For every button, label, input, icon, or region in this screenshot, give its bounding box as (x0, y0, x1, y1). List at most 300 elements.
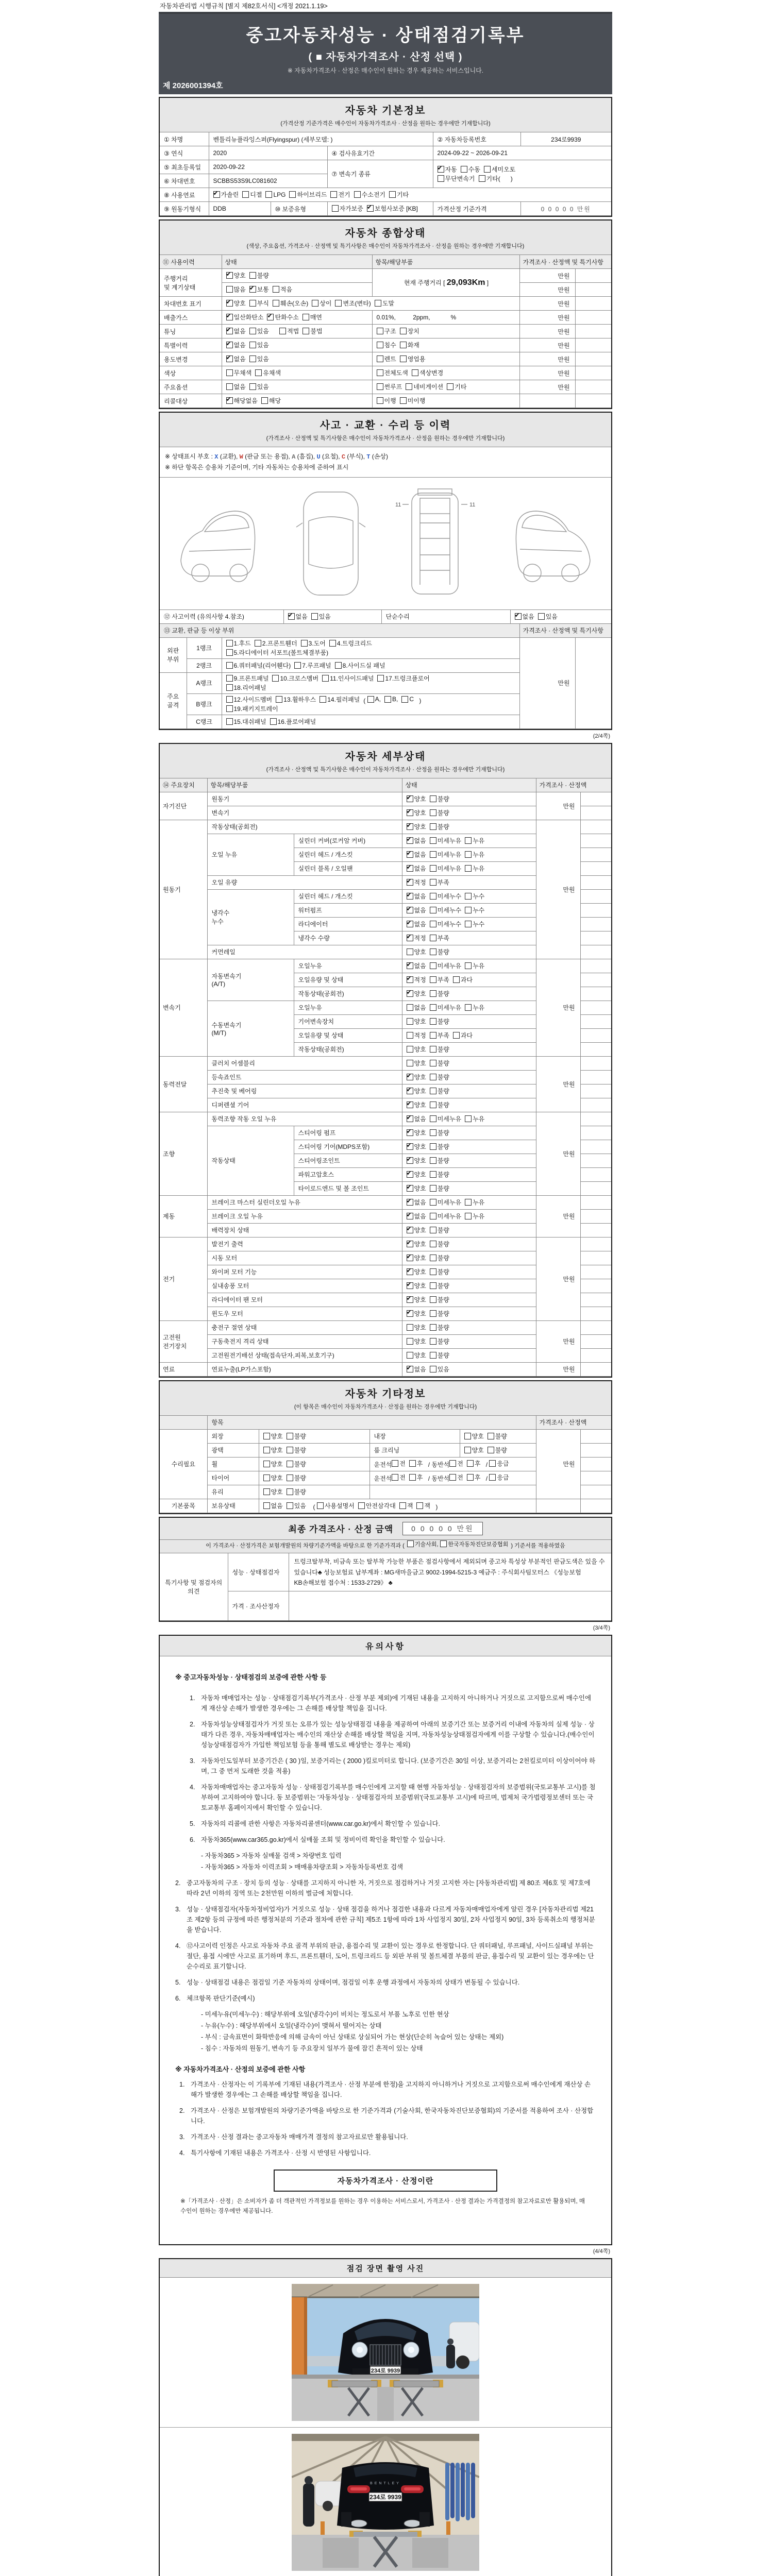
checkbox-checked-icon[interactable] (226, 342, 233, 348)
checkbox-unchecked-icon[interactable] (249, 342, 256, 348)
checkbox-option[interactable] (407, 1267, 426, 1276)
checkbox-option[interactable] (430, 1337, 449, 1346)
checkbox-option[interactable] (407, 822, 426, 831)
checkbox-option[interactable] (263, 1460, 283, 1468)
checkbox-option[interactable] (263, 1473, 283, 1482)
checkbox-unchecked-icon[interactable] (407, 1060, 413, 1066)
checkbox-option[interactable] (377, 354, 396, 363)
checkbox-option[interactable] (465, 1212, 484, 1221)
checkbox-option[interactable] (465, 864, 484, 873)
checkbox-option[interactable] (276, 695, 316, 704)
checkbox-unchecked-icon[interactable] (430, 1185, 436, 1192)
checkbox-option[interactable] (407, 1212, 426, 1221)
checkbox-unchecked-icon[interactable] (358, 1502, 365, 1509)
checkbox-option[interactable] (303, 313, 322, 321)
checkbox-unchecked-icon[interactable] (226, 649, 233, 656)
checkbox-option[interactable] (430, 1045, 449, 1054)
checkbox-unchecked-icon[interactable] (226, 675, 233, 682)
checkbox-option[interactable] (249, 354, 269, 363)
checkbox-option[interactable] (400, 354, 426, 363)
checkbox-unchecked-icon[interactable] (249, 300, 256, 307)
checkbox-option[interactable] (407, 1198, 426, 1207)
checkbox-option[interactable] (249, 341, 269, 349)
checkbox-option[interactable] (430, 975, 449, 984)
checkbox-option[interactable] (226, 661, 291, 670)
checkbox-checked-icon[interactable] (407, 935, 413, 941)
checkbox-unchecked-icon[interactable] (430, 1157, 436, 1164)
checkbox-unchecked-icon[interactable] (377, 355, 383, 362)
checkbox-unchecked-icon[interactable] (467, 1474, 474, 1481)
checkbox-option[interactable] (407, 1142, 426, 1151)
checkbox-checked-icon[interactable] (407, 921, 413, 927)
checkbox-unchecked-icon[interactable] (461, 166, 467, 173)
checkbox-unchecked-icon[interactable] (407, 1540, 414, 1547)
checkbox-option[interactable] (226, 674, 269, 683)
checkbox-option[interactable] (412, 368, 443, 377)
checkbox-option[interactable] (430, 794, 449, 803)
checkbox-checked-icon[interactable] (407, 1366, 413, 1372)
checkbox-unchecked-icon[interactable] (226, 705, 233, 712)
checkbox-unchecked-icon[interactable] (416, 1502, 423, 1509)
checkbox-option[interactable] (465, 961, 484, 970)
checkbox-unchecked-icon[interactable] (430, 1046, 436, 1053)
checkbox-option[interactable] (226, 683, 266, 692)
checkbox-unchecked-icon[interactable] (400, 342, 407, 348)
checkbox-option[interactable] (407, 1045, 426, 1054)
checkbox-option[interactable] (289, 190, 327, 199)
checkbox-option[interactable] (407, 1031, 426, 1040)
checkbox-unchecked-icon[interactable] (261, 397, 268, 404)
checkbox-unchecked-icon[interactable] (263, 1475, 270, 1481)
checkbox-option[interactable] (312, 299, 331, 308)
checkbox-unchecked-icon[interactable] (430, 851, 436, 858)
checkbox-checked-icon[interactable] (267, 314, 274, 320)
checkbox-checked-icon[interactable] (226, 314, 233, 320)
checkbox-option[interactable] (329, 639, 372, 648)
checkbox-option[interactable] (330, 190, 350, 199)
checkbox-option[interactable] (261, 396, 281, 405)
checkbox-option[interactable] (430, 1114, 461, 1123)
checkbox-option[interactable] (377, 382, 402, 391)
checkbox-option[interactable] (377, 341, 396, 349)
checkbox-checked-icon[interactable] (407, 1282, 413, 1289)
checkbox-unchecked-icon[interactable] (430, 1324, 436, 1331)
checkbox-option[interactable] (392, 1473, 406, 1482)
checkbox-option[interactable] (400, 396, 426, 405)
checkbox-option[interactable] (453, 1031, 473, 1040)
checkbox-option[interactable] (430, 947, 449, 956)
checkbox-option[interactable] (407, 1156, 426, 1165)
checkbox-unchecked-icon[interactable] (279, 328, 286, 334)
checkbox-checked-icon[interactable] (407, 1296, 413, 1303)
checkbox-checked-icon[interactable] (226, 300, 233, 307)
checkbox-option[interactable] (465, 850, 484, 859)
checkbox-option[interactable] (464, 1446, 484, 1454)
checkbox-option[interactable] (400, 327, 419, 335)
checkbox-unchecked-icon[interactable] (287, 1488, 293, 1495)
checkbox-unchecked-icon[interactable] (467, 1460, 474, 1467)
checkbox-checked-icon[interactable] (226, 397, 233, 404)
checkbox-option[interactable] (407, 1114, 426, 1123)
checkbox-checked-icon[interactable] (407, 962, 413, 969)
checkbox-unchecked-icon[interactable] (406, 383, 412, 390)
checkbox-option[interactable] (430, 1003, 461, 1012)
checkbox-checked-icon[interactable] (407, 809, 413, 816)
checkbox-unchecked-icon[interactable] (320, 696, 326, 703)
checkbox-unchecked-icon[interactable] (430, 1352, 436, 1359)
checkbox-unchecked-icon[interactable] (276, 696, 282, 703)
checkbox-option[interactable] (407, 961, 426, 970)
checkbox-option[interactable] (430, 1281, 449, 1290)
checkbox-unchecked-icon[interactable] (287, 1475, 293, 1481)
checkbox-option[interactable] (263, 1487, 283, 1496)
checkbox-option[interactable] (538, 612, 558, 621)
checkbox-unchecked-icon[interactable] (430, 1310, 436, 1317)
checkbox-unchecked-icon[interactable] (430, 1115, 436, 1122)
checkbox-option[interactable] (226, 639, 251, 648)
checkbox-option[interactable] (430, 822, 449, 831)
checkbox-unchecked-icon[interactable] (430, 907, 436, 913)
checkbox-checked-icon[interactable] (407, 879, 413, 886)
checkbox-unchecked-icon[interactable] (430, 1018, 436, 1025)
checkbox-unchecked-icon[interactable] (430, 1255, 436, 1261)
checkbox-option[interactable] (377, 674, 429, 683)
checkbox-unchecked-icon[interactable] (255, 640, 261, 647)
checkbox-checked-icon[interactable] (407, 1185, 413, 1192)
checkbox-option[interactable] (416, 1501, 430, 1510)
checkbox-unchecked-icon[interactable] (354, 191, 361, 198)
checkbox-option[interactable] (407, 1100, 426, 1109)
checkbox-option[interactable] (287, 1501, 306, 1510)
checkbox-unchecked-icon[interactable] (430, 1032, 436, 1039)
checkbox-option[interactable] (430, 808, 449, 817)
checkbox-option[interactable] (430, 961, 461, 970)
checkbox-option[interactable] (407, 794, 426, 803)
checkbox-unchecked-icon[interactable] (407, 1018, 413, 1025)
checkbox-option[interactable] (384, 696, 398, 703)
checkbox-unchecked-icon[interactable] (430, 795, 436, 802)
checkbox-checked-icon[interactable] (407, 990, 413, 997)
checkbox-unchecked-icon[interactable] (430, 809, 436, 816)
checkbox-option[interactable] (407, 1309, 426, 1318)
checkbox-option[interactable] (430, 1059, 449, 1067)
checkbox-option[interactable] (226, 717, 266, 726)
checkbox-unchecked-icon[interactable] (430, 921, 436, 927)
checkbox-option[interactable] (407, 836, 426, 845)
checkbox-unchecked-icon[interactable] (312, 300, 318, 307)
checkbox-unchecked-icon[interactable] (430, 823, 436, 830)
checkbox-option[interactable] (409, 1473, 423, 1482)
checkbox-option[interactable] (430, 1128, 449, 1137)
checkbox-checked-icon[interactable] (407, 1241, 413, 1247)
checkbox-option[interactable] (430, 1253, 449, 1262)
checkbox-unchecked-icon[interactable] (273, 300, 279, 307)
checkbox-option[interactable] (409, 1459, 423, 1468)
checkbox-unchecked-icon[interactable] (449, 1474, 456, 1481)
checkbox-checked-icon[interactable] (407, 865, 413, 872)
checkbox-unchecked-icon[interactable] (289, 191, 296, 198)
checkbox-option[interactable] (213, 190, 239, 199)
checkbox-unchecked-icon[interactable] (332, 205, 339, 212)
checkbox-option[interactable] (438, 165, 457, 174)
checkbox-unchecked-icon[interactable] (465, 907, 472, 913)
checkbox-option[interactable] (377, 327, 396, 335)
checkbox-option[interactable] (430, 1212, 461, 1221)
checkbox-unchecked-icon[interactable] (249, 272, 256, 279)
checkbox-unchecked-icon[interactable] (430, 837, 436, 844)
checkbox-unchecked-icon[interactable] (263, 1502, 270, 1509)
checkbox-unchecked-icon[interactable] (384, 696, 391, 703)
checkbox-checked-icon[interactable] (407, 837, 413, 844)
checkbox-option[interactable] (226, 695, 273, 704)
checkbox-option[interactable] (399, 1501, 413, 1510)
checkbox-option[interactable] (515, 612, 534, 621)
checkbox-option[interactable] (335, 661, 385, 670)
checkbox-unchecked-icon[interactable] (464, 1433, 471, 1439)
checkbox-option[interactable] (288, 612, 308, 621)
checkbox-checked-icon[interactable] (249, 286, 256, 293)
checkbox-unchecked-icon[interactable] (465, 921, 472, 927)
checkbox-option[interactable] (255, 639, 297, 648)
checkbox-option[interactable] (440, 1540, 508, 1548)
checkbox-unchecked-icon[interactable] (226, 383, 233, 390)
checkbox-option[interactable] (407, 1351, 426, 1360)
checkbox-unchecked-icon[interactable] (430, 1227, 436, 1233)
checkbox-option[interactable] (335, 299, 371, 308)
checkbox-unchecked-icon[interactable] (242, 191, 249, 198)
checkbox-option[interactable] (407, 1281, 426, 1290)
checkbox-checked-icon[interactable] (407, 1310, 413, 1317)
checkbox-option[interactable] (430, 864, 461, 873)
checkbox-option[interactable] (226, 341, 246, 349)
checkbox-option[interactable] (322, 674, 374, 683)
checkbox-option[interactable] (484, 165, 515, 174)
checkbox-unchecked-icon[interactable] (377, 342, 383, 348)
checkbox-option[interactable] (407, 1253, 426, 1262)
checkbox-unchecked-icon[interactable] (311, 613, 318, 620)
checkbox-option[interactable] (407, 878, 426, 887)
checkbox-unchecked-icon[interactable] (430, 1268, 436, 1275)
checkbox-option[interactable] (226, 396, 258, 405)
checkbox-unchecked-icon[interactable] (407, 1352, 413, 1359)
checkbox-unchecked-icon[interactable] (377, 328, 383, 334)
checkbox-unchecked-icon[interactable] (430, 948, 436, 955)
checkbox-checked-icon[interactable] (407, 1157, 413, 1164)
checkbox-unchecked-icon[interactable] (377, 675, 384, 682)
checkbox-unchecked-icon[interactable] (464, 1447, 471, 1453)
checkbox-unchecked-icon[interactable] (438, 175, 444, 182)
checkbox-option[interactable] (407, 864, 426, 873)
checkbox-unchecked-icon[interactable] (430, 893, 436, 900)
checkbox-option[interactable] (287, 1460, 306, 1468)
checkbox-unchecked-icon[interactable] (249, 383, 256, 390)
checkbox-unchecked-icon[interactable] (226, 640, 233, 647)
checkbox-option[interactable] (488, 1432, 507, 1440)
checkbox-option[interactable] (265, 191, 285, 198)
checkbox-option[interactable] (407, 892, 426, 901)
checkbox-unchecked-icon[interactable] (430, 962, 436, 969)
checkbox-option[interactable] (287, 1487, 306, 1496)
checkbox-unchecked-icon[interactable] (440, 1540, 447, 1547)
checkbox-option[interactable] (407, 1295, 426, 1304)
checkbox-unchecked-icon[interactable] (226, 684, 233, 691)
checkbox-unchecked-icon[interactable] (465, 1199, 472, 1206)
checkbox-option[interactable] (430, 1017, 449, 1026)
checkbox-option[interactable] (488, 1446, 507, 1454)
checkbox-checked-icon[interactable] (213, 191, 220, 198)
checkbox-option[interactable] (242, 190, 262, 199)
checkbox-unchecked-icon[interactable] (430, 1129, 436, 1136)
checkbox-option[interactable] (407, 1365, 426, 1374)
checkbox-option[interactable] (430, 1031, 449, 1040)
checkbox-unchecked-icon[interactable] (447, 383, 453, 390)
checkbox-unchecked-icon[interactable] (392, 1474, 398, 1481)
checkbox-option[interactable] (489, 1473, 509, 1482)
checkbox-option[interactable] (226, 313, 264, 321)
checkbox-option[interactable] (465, 836, 484, 845)
checkbox-checked-icon[interactable] (226, 272, 233, 279)
checkbox-checked-icon[interactable] (407, 1088, 413, 1094)
checkbox-option[interactable] (430, 892, 461, 901)
checkbox-option[interactable] (249, 285, 269, 294)
checkbox-option[interactable] (389, 190, 409, 199)
checkbox-unchecked-icon[interactable] (399, 1502, 406, 1509)
checkbox-unchecked-icon[interactable] (449, 1460, 456, 1467)
checkbox-checked-icon[interactable] (407, 1171, 413, 1178)
checkbox-unchecked-icon[interactable] (270, 718, 277, 725)
checkbox-option[interactable] (467, 1473, 481, 1482)
checkbox-unchecked-icon[interactable] (301, 640, 308, 647)
checkbox-checked-icon[interactable] (407, 1143, 413, 1150)
checkbox-unchecked-icon[interactable] (430, 1101, 436, 1108)
checkbox-option[interactable] (430, 850, 461, 859)
checkbox-unchecked-icon[interactable] (430, 1213, 436, 1219)
checkbox-unchecked-icon[interactable] (249, 328, 256, 334)
checkbox-option[interactable] (407, 947, 426, 956)
checkbox-unchecked-icon[interactable] (412, 369, 418, 376)
checkbox-unchecked-icon[interactable] (287, 1502, 293, 1509)
checkbox-unchecked-icon[interactable] (430, 976, 436, 983)
checkbox-option[interactable] (407, 1540, 439, 1548)
checkbox-unchecked-icon[interactable] (465, 1115, 472, 1122)
checkbox-option[interactable] (430, 1365, 449, 1374)
checkbox-option[interactable] (226, 382, 246, 391)
checkbox-unchecked-icon[interactable] (226, 662, 233, 669)
checkbox-option[interactable] (430, 906, 461, 914)
checkbox-option[interactable] (430, 1240, 449, 1248)
checkbox-option[interactable] (479, 174, 513, 183)
checkbox-option[interactable] (303, 327, 322, 335)
checkbox-unchecked-icon[interactable] (465, 865, 472, 872)
checkbox-unchecked-icon[interactable] (538, 613, 545, 620)
checkbox-option[interactable] (401, 696, 414, 703)
checkbox-option[interactable] (449, 1473, 463, 1482)
checkbox-option[interactable] (226, 327, 246, 335)
checkbox-unchecked-icon[interactable] (377, 369, 383, 376)
checkbox-option[interactable] (407, 1184, 426, 1193)
checkbox-option[interactable] (407, 920, 426, 928)
checkbox-option[interactable] (430, 1323, 449, 1332)
checkbox-option[interactable] (430, 1198, 461, 1207)
checkbox-option[interactable] (226, 299, 246, 308)
checkbox-option[interactable] (407, 1337, 426, 1346)
checkbox-option[interactable] (449, 1459, 463, 1468)
checkbox-option[interactable] (430, 1170, 449, 1179)
checkbox-unchecked-icon[interactable] (226, 369, 233, 376)
checkbox-checked-icon[interactable] (407, 1115, 413, 1122)
checkbox-unchecked-icon[interactable] (453, 976, 460, 983)
checkbox-unchecked-icon[interactable] (407, 948, 413, 955)
checkbox-unchecked-icon[interactable] (400, 397, 407, 404)
checkbox-option[interactable] (226, 704, 278, 713)
checkbox-checked-icon[interactable] (515, 613, 522, 620)
checkbox-checked-icon[interactable] (407, 1199, 413, 1206)
checkbox-option[interactable] (430, 1267, 449, 1276)
checkbox-unchecked-icon[interactable] (430, 1074, 436, 1080)
checkbox-option[interactable] (430, 1226, 449, 1234)
checkbox-checked-icon[interactable] (407, 1101, 413, 1108)
checkbox-option[interactable] (249, 382, 269, 391)
checkbox-option[interactable] (465, 906, 484, 914)
checkbox-unchecked-icon[interactable] (400, 328, 407, 334)
checkbox-unchecked-icon[interactable] (263, 1488, 270, 1495)
checkbox-option[interactable] (467, 1459, 481, 1468)
checkbox-checked-icon[interactable] (407, 1213, 413, 1219)
checkbox-unchecked-icon[interactable] (465, 1004, 472, 1011)
checkbox-option[interactable] (407, 989, 426, 998)
checkbox-checked-icon[interactable] (226, 355, 233, 362)
checkbox-unchecked-icon[interactable] (407, 1338, 413, 1345)
checkbox-checked-icon[interactable] (407, 893, 413, 900)
checkbox-checked-icon[interactable] (407, 851, 413, 858)
checkbox-checked-icon[interactable] (407, 1268, 413, 1275)
checkbox-checked-icon[interactable] (438, 166, 444, 173)
checkbox-unchecked-icon[interactable] (329, 640, 336, 647)
checkbox-option[interactable] (407, 1240, 426, 1248)
checkbox-unchecked-icon[interactable] (400, 355, 407, 362)
checkbox-unchecked-icon[interactable] (489, 1460, 496, 1467)
checkbox-option[interactable] (226, 271, 246, 280)
checkbox-option[interactable] (430, 1295, 449, 1304)
checkbox-unchecked-icon[interactable] (479, 175, 485, 182)
checkbox-unchecked-icon[interactable] (488, 1433, 494, 1439)
checkbox-option[interactable] (392, 1459, 406, 1468)
checkbox-checked-icon[interactable] (288, 613, 295, 620)
checkbox-unchecked-icon[interactable] (407, 1004, 413, 1011)
checkbox-unchecked-icon[interactable] (430, 879, 436, 886)
checkbox-option[interactable] (263, 1446, 283, 1454)
checkbox-option[interactable] (367, 204, 418, 213)
checkbox-option[interactable] (267, 313, 298, 321)
checkbox-option[interactable] (430, 1309, 449, 1318)
checkbox-option[interactable] (407, 1226, 426, 1234)
checkbox-option[interactable] (270, 717, 316, 726)
checkbox-option[interactable] (407, 975, 426, 984)
checkbox-unchecked-icon[interactable] (287, 1447, 293, 1453)
checkbox-unchecked-icon[interactable] (409, 1460, 416, 1467)
checkbox-unchecked-icon[interactable] (287, 1433, 293, 1439)
checkbox-option[interactable] (465, 1198, 484, 1207)
checkbox-option[interactable] (465, 1003, 484, 1012)
checkbox-unchecked-icon[interactable] (430, 1366, 436, 1372)
checkbox-option[interactable] (407, 906, 426, 914)
checkbox-option[interactable] (226, 354, 246, 363)
checkbox-option[interactable] (263, 1432, 283, 1440)
checkbox-unchecked-icon[interactable] (367, 696, 374, 703)
checkbox-option[interactable] (407, 1323, 426, 1332)
checkbox-unchecked-icon[interactable] (407, 1032, 413, 1039)
checkbox-unchecked-icon[interactable] (303, 314, 309, 320)
